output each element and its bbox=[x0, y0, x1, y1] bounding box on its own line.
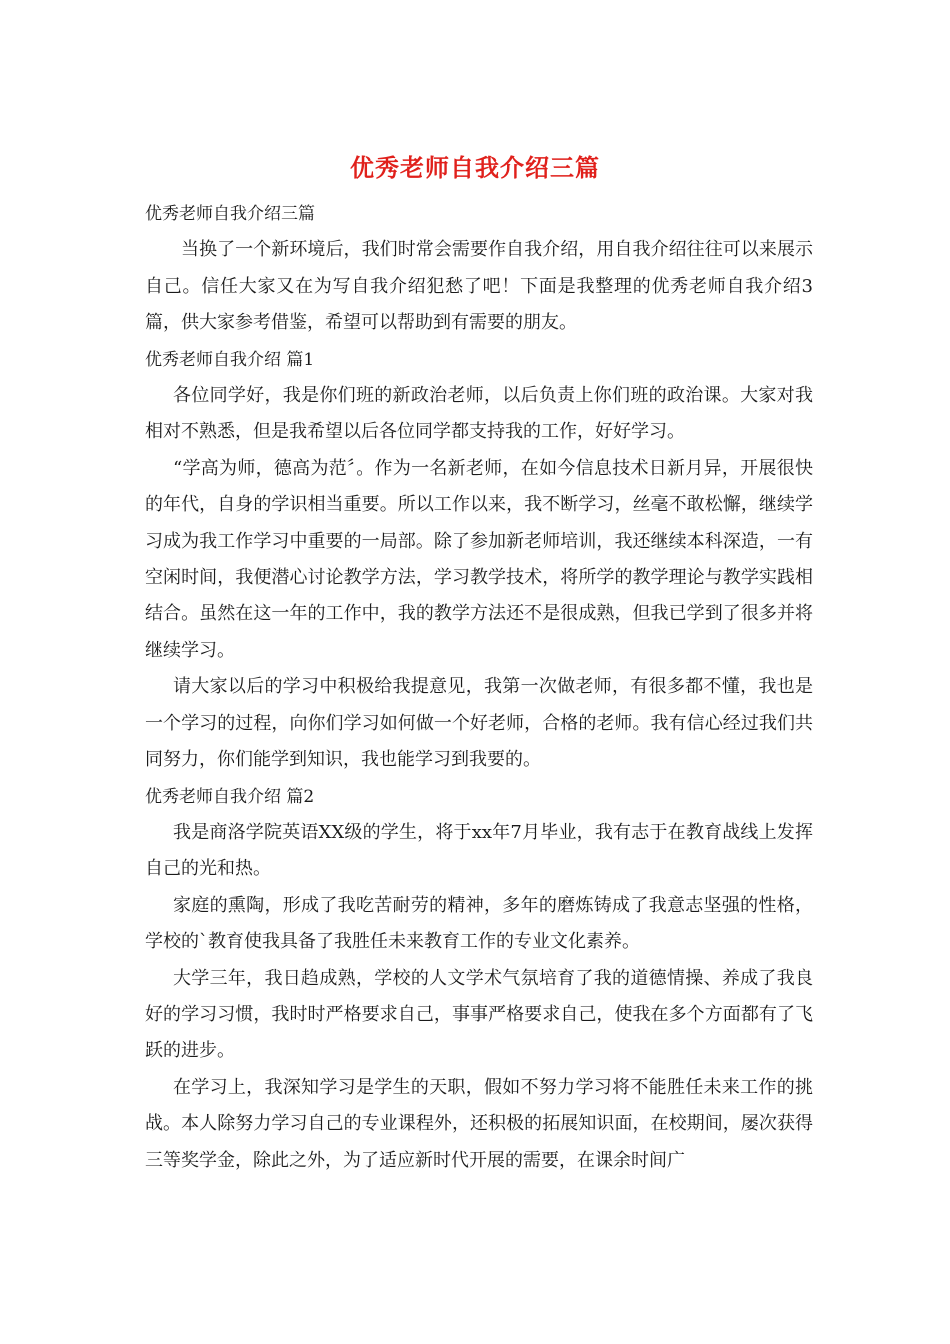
paragraph: “学高为师，德高为范〞。作为一名新老师，在如今信息技术日新月异，开展很快的年代，自身的学识相当重要。所以工作以来，我不断学习，丝毫不敢松懈，继续学习成为我工作学习中重要的一局部。除了参加新老师培训，我还继续本科深造，一有空闲时间，我便潜心讨论教学方法，学习教学技术，将所学的教学理论与教学实践相结合。虽然在这一年的工作中，我的教学方法还不是很成熟，但我已学到了很多并将继续学习。 bbox=[145, 457, 813, 661]
section-heading-1: 优秀老师自我介绍 篇1 bbox=[145, 349, 315, 370]
paragraph: 请大家以后的学习中积极给我提意见，我第一次做老师，有很多都不懂，我也是一个学习的过程，向你们学习如何做一个好老师，合格的老师。我有信心经过我们共同努力，你们能学到知识，我也能学习到我要的。 bbox=[145, 676, 813, 771]
paragraph: 我是商洛学院英语XX级的学生，将于xx年7月毕业，我有志于在教育战线上发挥自己的光和热。 bbox=[145, 821, 813, 880]
paragraph: 大学三年，我日趋成熟，学校的人文学术气氛培育了我的道德情操、养成了我良好的学习习惯，我时时严格要求自己，事事严格要求自己，使我在多个方面都有了飞跃的进步。 bbox=[145, 967, 813, 1062]
section-heading-2: 优秀老师自我介绍 篇2 bbox=[145, 786, 315, 807]
document-title: 优秀老师自我介绍三篇 bbox=[350, 153, 600, 182]
paragraph: 在学习上，我深知学习是学生的天职，假如不努力学习将不能胜任未来工作的挑战。本人除努力学习自己的专业课程外，还积极的拓展知识面，在校期间，屡次获得三等奖学金，除此之外，为了适应新时代开展的需要，在课余时间广 bbox=[145, 1076, 813, 1171]
intro-paragraph: 当换了一个新环境后，我们时常会需要作自我介绍，用自我介绍往往可以来展示自己。信任大家又在为写自我介绍犯愁了吧！下面是我整理的优秀老师自我介绍3篇，供大家参考借鉴，希望可以帮助到有需要的朋友。 bbox=[145, 239, 813, 334]
paragraph: 家庭的熏陶，形成了我吃苦耐劳的精神，多年的磨炼铸成了我意志坚强的性格，学校的`教育使我具备了我胜任未来教育工作的专业文化素养。 bbox=[145, 894, 813, 953]
paragraph: 各位同学好，我是你们班的新政治老师，以后负责上你们班的政治课。大家对我相对不熟悉，但是我希望以后各位同学都支持我的工作，好好学习。 bbox=[145, 385, 813, 443]
subheading: 优秀老师自我介绍三篇 bbox=[145, 204, 315, 224]
document-body bbox=[145, 196, 813, 1179]
